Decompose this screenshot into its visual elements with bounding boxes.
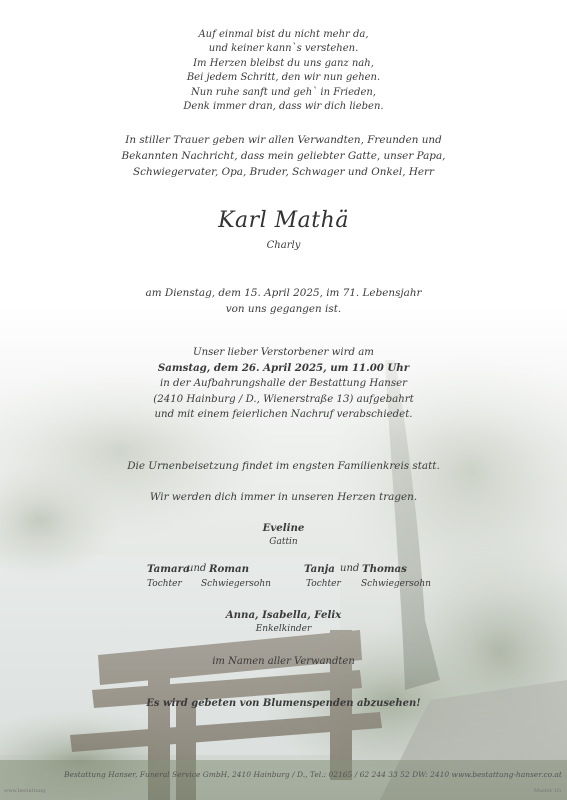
funeral-home-footer: Bestattung Hanser, Funeral Service GmbH, 2410 Hainburg / D., Tel.: 02165 / 62 244 33 52 DW: 2410 www.bestattung-hanser.co.at xyxy=(64,770,562,779)
intro-line: Bekannten Nachricht, dass mein geliebter Gatte, unser Papa, xyxy=(121,150,446,162)
family-name: Tanja xyxy=(304,563,335,575)
hearts-note: Wir werden dich immer in unseren Herzen tragen. xyxy=(149,491,418,503)
funeral-line: in der Aufbahrungshalle der Bestattung Hanser xyxy=(159,378,407,389)
deceased-nickname: Charly xyxy=(266,240,301,251)
funeral-line: Unser lieber Verstorbener wird am xyxy=(193,347,374,358)
funeral-date: Samstag, dem 26. April 2025, um 11.00 Uhr xyxy=(157,361,410,374)
tiny-right-note: Muster 1G xyxy=(533,788,561,794)
funeral-details xyxy=(0,345,567,423)
flowers-note: Es wird gebeten von Blumenspenden abzusehen! xyxy=(146,698,421,709)
poem-line: Bei jedem Schritt, den wir nun gehen. xyxy=(186,72,381,84)
funeral-line: und mit einem feierlichen Nachruf verabschiedet. xyxy=(154,409,413,420)
poem xyxy=(0,28,567,114)
poem-line: Auf einmal bist du nicht mehr da, xyxy=(198,29,369,40)
grandchildren-names: Anna, Isabella, Felix xyxy=(225,609,342,621)
grandchildren-relation: Enkelkinder xyxy=(255,624,312,634)
family-relation: Tochter xyxy=(306,579,341,589)
family-relation: Schwiegersohn xyxy=(361,579,431,589)
intro-line: Schwiegervater, Opa, Bruder, Schwager und Onkel, Herr xyxy=(133,166,434,178)
poem-line: Nun ruhe sanft und geh` in Frieden, xyxy=(191,86,376,98)
family-joiner: und xyxy=(340,563,360,574)
spouse-name: Eveline xyxy=(262,522,305,534)
poem-line: Im Herzen bleibst du uns ganz nah, xyxy=(193,57,374,69)
urn-note: Die Urnenbeisetzung findet im engsten Familienkreis statt. xyxy=(127,460,440,472)
family-joiner: und xyxy=(187,563,207,574)
tiny-left-note: www.bestattung xyxy=(4,788,46,794)
intro-text xyxy=(0,132,567,180)
funeral-line: (2410 Hainburg / D., Wienerstraße 13) aufgebahrt xyxy=(153,393,414,405)
family-name: Roman xyxy=(209,563,250,575)
deceased-name: Karl Mathä xyxy=(218,208,349,233)
family-relation: Tochter xyxy=(147,579,182,589)
poem-line: und keiner kann`s verstehen. xyxy=(208,43,359,55)
family-name: Thomas xyxy=(362,563,407,575)
family-name: Tamara xyxy=(147,563,190,575)
spouse-relation: Gattin xyxy=(269,537,298,547)
death-notice xyxy=(0,286,567,317)
family-relation: Schwiegersohn xyxy=(201,579,271,589)
relatives-note: im Namen aller Verwandten xyxy=(212,656,355,667)
intro-line: In stiller Trauer geben wir allen Verwandten, Freunden und xyxy=(125,134,442,146)
death-line: von uns gegangen ist. xyxy=(225,302,342,315)
poem-line: Denk immer dran, dass wir dich lieben. xyxy=(183,101,384,113)
death-line: am Dienstag, dem 15. April 2025, im 71. Lebensjahr xyxy=(145,287,422,299)
